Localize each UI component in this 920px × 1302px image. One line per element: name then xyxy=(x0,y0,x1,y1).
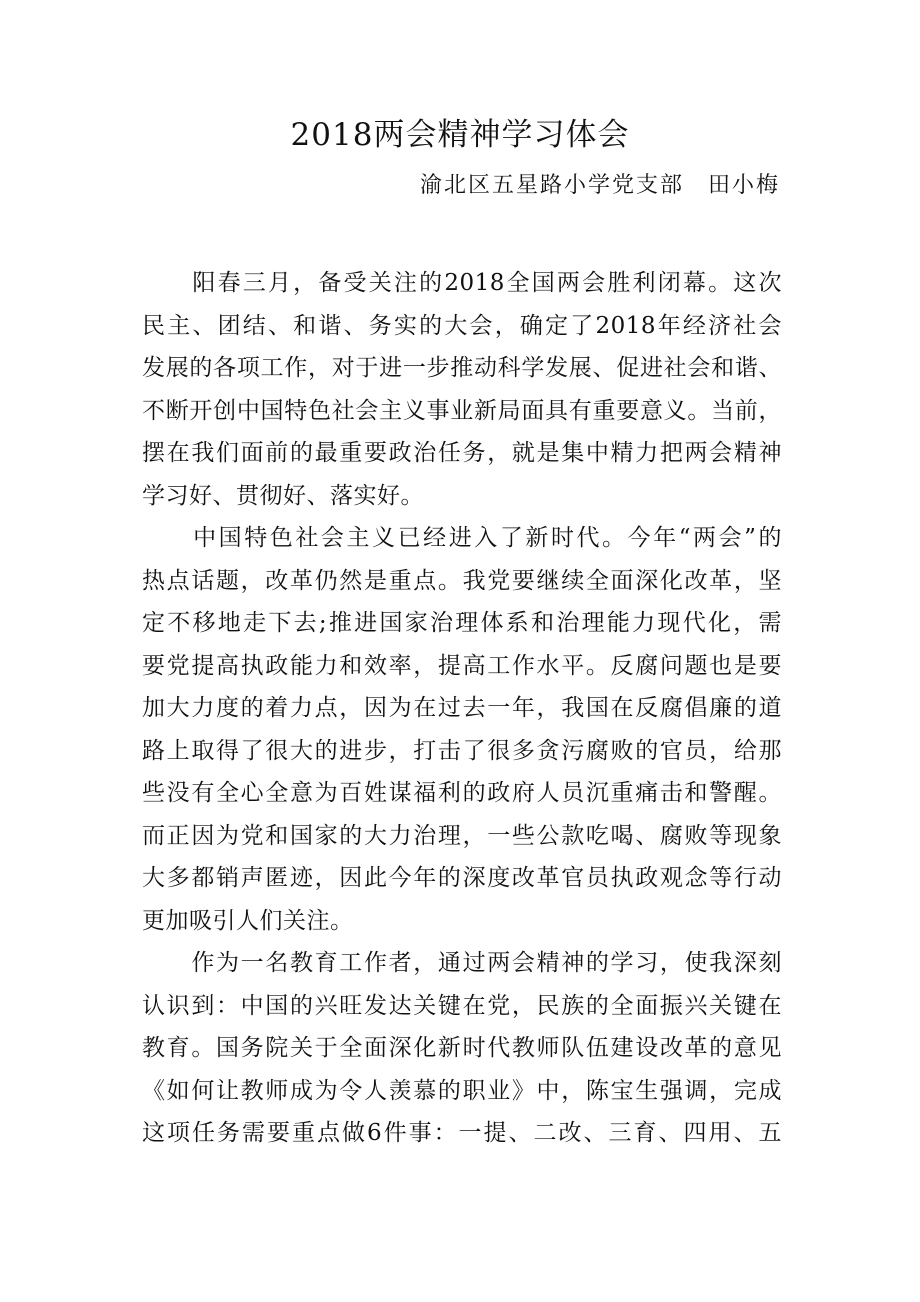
text-line: 加大力度的着力点，因为在过去一年，我国在反腐倡廉的道 xyxy=(142,695,782,721)
text-line: 不断开创中国特色社会主义事业新局面具有重要意义。当前， xyxy=(142,397,782,424)
text-line: 路上取得了很大的进步，打击了很多贪污腐败的官员，给那 xyxy=(142,737,782,764)
text-line: 教育。国务院关于全面深化新时代教师队伍建设改革的意见 xyxy=(142,1035,782,1061)
text-line: 《如何让教师成为令人羡慕的职业》中，陈宝生强调，完成 xyxy=(142,1077,782,1104)
text-line: 热点话题，改革仍然是重点。我党要继续全面深化改革，坚 xyxy=(142,567,782,594)
text-line: 大多都销声匿迹，因此今年的深度改革官员执政观念等行动 xyxy=(142,865,782,891)
text-line: 这项任务需要重点做6件事：一提、二改、三育、四用、五 xyxy=(142,1120,782,1146)
text-line: 阳春三月，备受关注的2018全国两会胜利闭幕。这次 xyxy=(142,270,782,296)
document-title: 2018两会精神学习体会 xyxy=(290,117,630,153)
text-line: 些没有全心全意为百姓谋福利的政府人员沉重痛击和警醒。 xyxy=(142,780,782,806)
text-line: 发展的各项工作，对于进一步推动科学发展、促进社会和谐、 xyxy=(142,355,782,381)
document-body xyxy=(142,262,782,1155)
text-line: 民主、团结、和谐、务实的大会，确定了2018年经济社会 xyxy=(142,312,782,339)
text-line: 中国特色社会主义已经进入了新时代。今年“两会”的 xyxy=(142,525,782,551)
text-line: 作为一名教育工作者，通过两会精神的学习，使我深刻 xyxy=(142,950,782,976)
text-line: 更加吸引人们关注。 xyxy=(142,907,354,934)
text-line: 而正因为党和国家的大力治理，一些公款吃喝、腐败等现象 xyxy=(142,822,782,849)
text-line: 学习好、贯彻好、落实好。 xyxy=(142,482,424,509)
author-byline: 渝北区五星路小学党支部 田小梅 xyxy=(419,173,780,198)
text-line: 定不移地走下去;推进国家治理体系和治理能力现代化，需 xyxy=(142,610,782,636)
text-line: 认识到：中国的兴旺发达关键在党，民族的全面振兴关键在 xyxy=(142,992,782,1019)
text-line: 摆在我们面前的最重要政治任务，就是集中精力把两会精神 xyxy=(142,440,782,466)
text-line: 要党提高执政能力和效率，提高工作水平。反腐问题也是要 xyxy=(142,652,782,679)
